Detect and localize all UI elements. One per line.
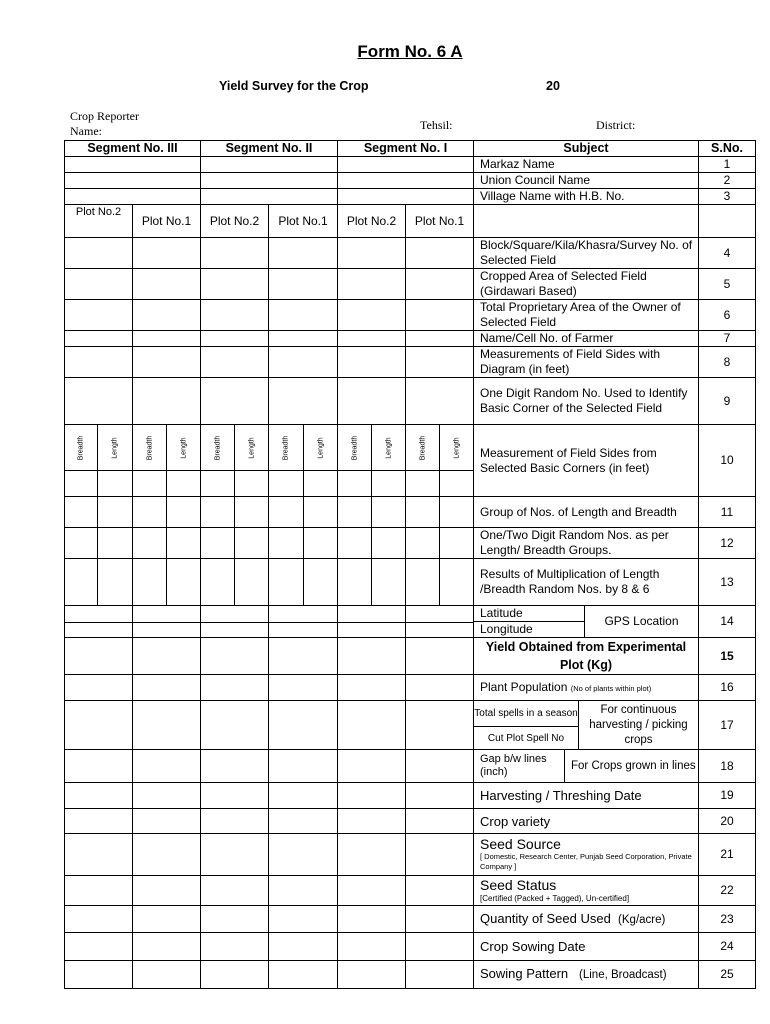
input-cell[interactable] [133,961,201,989]
breadth-label: Breadth [133,425,167,471]
input-cell[interactable] [98,471,133,497]
input-cell[interactable] [269,559,304,606]
input-cell[interactable] [201,559,235,606]
input-cell[interactable] [133,559,167,606]
input-cell[interactable] [269,701,338,750]
input-cell[interactable] [98,528,133,559]
input-cell[interactable] [269,378,338,425]
input-cell[interactable] [406,269,474,300]
input-cell[interactable] [269,834,338,876]
input-cell[interactable] [133,933,201,961]
input-cell[interactable] [201,189,338,205]
input-cell[interactable] [133,471,167,497]
crop-reporter-label: Crop Reporter [70,109,139,123]
input-cell[interactable] [133,783,201,809]
seed-status-label: Seed Status [480,876,557,893]
input-cell[interactable] [65,701,133,750]
input-cell[interactable] [133,331,201,347]
input-cell[interactable] [338,331,406,347]
sno: 6 [699,300,756,331]
input-cell[interactable] [269,331,338,347]
sno: 16 [699,675,756,701]
input-cell[interactable] [133,809,201,834]
input-cell[interactable] [133,638,201,675]
input-cell[interactable] [133,834,201,876]
input-cell[interactable] [338,933,406,961]
name-label: Name: [70,124,102,138]
input-cell[interactable] [167,471,201,497]
input-cell[interactable] [65,173,201,189]
input-cell[interactable] [201,269,269,300]
input-cell[interactable] [440,497,474,528]
subject-yield: Yield Obtained from Experimental Plot (Kg) [474,638,699,675]
input-cell[interactable] [167,559,201,606]
input-cell[interactable] [338,497,372,528]
input-cell[interactable] [65,300,133,331]
input-cell[interactable] [269,622,338,637]
input-cell[interactable] [201,471,235,497]
input-cell[interactable] [338,809,406,834]
input-cell[interactable] [65,497,98,528]
input-cell[interactable] [201,961,269,989]
input-cell[interactable] [65,331,133,347]
input-cell[interactable] [338,173,474,189]
input-cell[interactable] [201,528,235,559]
input-cell[interactable] [269,961,338,989]
plot-1-seg3: Plot No.1 [133,205,201,238]
input-cell[interactable] [338,834,406,876]
subject-field-sides: Measurement of Field Sides from Selected Basic Corners (in feet) [474,425,699,497]
district-label: District: [596,118,636,132]
breadth-label: Breadth [338,425,372,471]
input-cell[interactable] [65,269,133,300]
input-cell[interactable] [235,559,269,606]
input-cell[interactable] [338,528,372,559]
subject-proprietary-area: Total Proprietary Area of the Owner of Selected Field [474,300,699,331]
input-cell[interactable] [406,347,474,378]
input-cell[interactable] [133,269,201,300]
length-label: Length [235,425,269,471]
blank-sno [699,205,756,238]
input-cell[interactable] [406,809,474,834]
continuous-harvest-label: For continuous harvesting / picking crops [589,703,688,746]
subject-sowing-pattern: Sowing Pattern (Line, Broadcast) [474,961,699,989]
latitude-label: Latitude [474,606,585,622]
input-cell[interactable] [65,906,133,933]
input-cell[interactable] [269,809,338,834]
sno: 23 [699,906,756,933]
input-cell[interactable] [269,906,338,933]
input-cell[interactable] [406,378,474,425]
input-cell[interactable] [133,606,201,623]
input-cell[interactable] [235,528,269,559]
sno: 25 [699,961,756,989]
input-cell[interactable] [338,347,406,378]
input-cell[interactable] [338,559,372,606]
input-cell[interactable] [65,675,133,701]
input-cell[interactable] [65,638,133,675]
sno: 8 [699,347,756,378]
input-cell[interactable] [406,497,440,528]
seed-quantity-note: (Kg/acre) [618,913,666,926]
input-cell[interactable] [133,750,201,783]
sno: 10 [699,425,756,497]
input-cell[interactable] [406,528,440,559]
sno: 24 [699,933,756,961]
subject-multiplication: Results of Multiplication of Length /Breadth Random Nos. by 8 & 6 [474,559,699,606]
input-cell[interactable] [201,876,269,906]
subject-seed-status [474,876,699,906]
subject-block: Block/Square/Kila/Khasra/Survey No. of Selected Field [474,238,699,269]
sowing-pattern-note: (Line, Broadcast) [579,969,667,981]
sno: 3 [699,189,756,205]
input-cell[interactable] [65,622,133,637]
input-cell[interactable] [338,750,406,783]
input-cell[interactable] [133,876,201,906]
input-cell[interactable] [269,675,338,701]
input-cell[interactable] [269,606,338,623]
input-cell[interactable] [65,750,133,783]
input-cell[interactable] [98,497,133,528]
input-cell[interactable] [201,347,269,378]
subject-group-nos: Group of Nos. of Length and Breadth [474,497,699,528]
breadth-label: Breadth [201,425,235,471]
subject-header: Subject [474,141,699,157]
input-cell[interactable] [201,933,269,961]
tehsil-label: Tehsil: [420,118,453,132]
breadth-label: Breadth [269,425,304,471]
sno: 21 [699,834,756,876]
input-cell[interactable] [269,638,338,675]
input-cell[interactable] [65,157,201,173]
input-cell[interactable] [338,701,406,750]
subject-crop-variety: Crop variety [474,809,699,834]
input-cell[interactable] [406,876,474,906]
input-cell[interactable] [133,378,201,425]
input-cell[interactable] [406,622,474,637]
survey-title: Yield Survey for the Crop [219,79,369,93]
input-cell[interactable] [133,622,201,637]
sno: 4 [699,238,756,269]
yield-survey-table [64,140,756,989]
subject-village: Village Name with H.B. No. [474,189,699,205]
sno-header: S.No. [699,141,756,157]
sno: 7 [699,331,756,347]
input-cell[interactable] [65,189,201,205]
input-cell[interactable] [133,238,201,269]
input-cell[interactable] [269,528,304,559]
crops-in-lines-label: For Crops grown in lines [571,760,696,772]
input-cell[interactable] [133,906,201,933]
sno: 1 [699,157,756,173]
plot-2-seg2: Plot No.2 [201,205,269,238]
input-cell[interactable] [133,497,167,528]
input-cell[interactable] [338,238,406,269]
breadth-label: Breadth [65,425,98,471]
input-cell[interactable] [98,559,133,606]
subject-random-nos: One/Two Digit Random Nos. as per Length/ Breadth Groups. [474,528,699,559]
input-cell[interactable] [338,638,406,675]
input-cell[interactable] [269,933,338,961]
input-cell[interactable] [201,622,269,637]
input-cell[interactable] [406,675,474,701]
input-cell[interactable] [65,606,133,623]
gap-cell [474,750,699,783]
sno: 22 [699,876,756,906]
input-cell[interactable] [372,559,406,606]
input-cell[interactable] [338,622,406,637]
input-cell[interactable] [406,933,474,961]
input-cell[interactable] [304,559,338,606]
segment-2-header: Segment No. II [201,141,338,157]
input-cell[interactable] [133,701,201,750]
input-cell[interactable] [269,238,338,269]
input-cell[interactable] [269,300,338,331]
input-cell[interactable] [201,173,338,189]
input-cell[interactable] [65,528,98,559]
input-cell[interactable] [269,750,338,783]
input-cell[interactable] [201,750,269,783]
input-cell[interactable] [406,638,474,675]
subject-seed-source [474,834,699,876]
seed-source-label: Seed Source [480,836,561,852]
sno: 20 [699,809,756,834]
input-cell[interactable] [269,347,338,378]
input-cell[interactable] [201,906,269,933]
plant-population-note: (No of plants within plot) [570,683,652,693]
input-cell[interactable] [269,783,338,809]
input-cell[interactable] [440,559,474,606]
plot-2-seg1: Plot No.2 [338,205,406,238]
input-cell[interactable] [406,331,474,347]
input-cell[interactable] [304,471,338,497]
input-cell[interactable] [338,961,406,989]
input-cell[interactable] [201,809,269,834]
input-cell[interactable] [269,269,338,300]
input-cell[interactable] [338,675,406,701]
sno: 11 [699,497,756,528]
breadth-label: Breadth [406,425,440,471]
length-label: Length [440,425,474,471]
input-cell[interactable] [65,378,133,425]
input-cell[interactable] [406,300,474,331]
input-cell[interactable] [201,238,269,269]
input-cell[interactable] [201,701,269,750]
input-cell[interactable] [201,497,235,528]
input-cell[interactable] [65,238,133,269]
input-cell[interactable] [338,906,406,933]
input-cell[interactable] [65,876,133,906]
input-cell[interactable] [65,471,98,497]
input-cell[interactable] [338,189,474,205]
subject-sowing-date: Crop Sowing Date [474,933,699,961]
input-cell[interactable] [133,675,201,701]
length-label: Length [304,425,338,471]
sno: 12 [699,528,756,559]
input-cell[interactable] [65,347,133,378]
input-cell[interactable] [304,528,338,559]
input-cell[interactable] [269,497,304,528]
plot-1-seg1: Plot No.1 [406,205,474,238]
input-cell[interactable] [372,471,406,497]
input-cell[interactable] [65,961,133,989]
input-cell[interactable] [338,783,406,809]
subject-farmer: Name/Cell No. of Farmer [474,331,699,347]
subject-random-no: One Digit Random No. Used to Identify Basic Corner of the Selected Field [474,378,699,425]
input-cell[interactable] [406,471,440,497]
input-cell[interactable] [406,559,440,606]
subject-union-council: Union Council Name [474,173,699,189]
input-cell[interactable] [65,933,133,961]
gps-cell [474,606,699,638]
subject-seed-quantity: Quantity of Seed Used (Kg/acre) [474,906,699,933]
input-cell[interactable] [65,809,133,834]
seed-status-note: [Certified (Packed + Tagged), Un-certified] [480,893,630,903]
input-cell[interactable] [65,783,133,809]
total-spells-label: Total spells in a season [474,701,579,727]
gps-location-label: GPS Location [604,614,679,628]
input-cell[interactable] [201,834,269,876]
input-cell[interactable] [201,606,269,623]
input-cell[interactable] [201,157,338,173]
sno: 5 [699,269,756,300]
segment-3-header: Segment No. III [65,141,201,157]
input-cell[interactable] [406,783,474,809]
spells-cell [474,701,699,750]
input-cell[interactable] [235,471,269,497]
input-cell[interactable] [167,497,201,528]
input-cell[interactable] [338,269,406,300]
length-label: Length [98,425,133,471]
input-cell[interactable] [406,750,474,783]
input-cell[interactable] [235,497,269,528]
cut-plot-label: Cut Plot Spell No [474,727,579,749]
input-cell[interactable] [406,238,474,269]
input-cell[interactable] [406,606,474,623]
subject-measurements: Measurements of Field Sides with Diagram (in feet) [474,347,699,378]
input-cell[interactable] [201,378,269,425]
input-cell[interactable] [304,497,338,528]
sno: 14 [699,606,756,638]
input-cell[interactable] [440,528,474,559]
subject-cropped-area: Cropped Area of Selected Field (Girdawari Based) [474,269,699,300]
input-cell[interactable] [338,471,372,497]
input-cell[interactable] [65,834,133,876]
subject-harvesting-date: Harvesting / Threshing Date [474,783,699,809]
length-label: Length [167,425,201,471]
input-cell[interactable] [406,906,474,933]
seed-source-note: [ Domestic, Research Center, Punjab Seed Corporation, Private Company ] [480,852,692,871]
input-cell[interactable] [406,961,474,989]
subject-plant-population: Plant Population (No of plants within plot) [474,675,699,701]
input-cell[interactable] [65,559,98,606]
sno: 19 [699,783,756,809]
plot-2-seg3: Plot No.2 [65,205,133,238]
sno: 2 [699,173,756,189]
input-cell[interactable] [133,528,167,559]
input-cell[interactable] [338,876,406,906]
plot-1-seg2: Plot No.1 [269,205,338,238]
form-title: Form No. 6 A [357,42,463,61]
input-cell[interactable] [201,638,269,675]
input-cell[interactable] [133,347,201,378]
input-cell[interactable] [338,300,406,331]
sno: 15 [699,638,756,675]
longitude-label: Longitude [474,622,585,638]
input-cell[interactable] [201,300,269,331]
length-label: Length [372,425,406,471]
input-cell[interactable] [269,471,304,497]
input-cell[interactable] [338,157,474,173]
input-cell[interactable] [269,876,338,906]
input-cell[interactable] [406,701,474,750]
segment-1-header: Segment No. I [338,141,474,157]
input-cell[interactable] [440,471,474,497]
sno: 18 [699,750,756,783]
input-cell[interactable] [372,497,406,528]
survey-year: 20 [546,79,560,93]
input-cell[interactable] [167,528,201,559]
sno: 9 [699,378,756,425]
input-cell[interactable] [201,331,269,347]
input-cell[interactable] [133,300,201,331]
input-cell[interactable] [338,378,406,425]
sno: 17 [699,701,756,750]
blank-subject [474,205,699,238]
input-cell[interactable] [201,783,269,809]
sno: 13 [699,559,756,606]
input-cell[interactable] [338,606,406,623]
subject-markaz: Markaz Name [474,157,699,173]
input-cell[interactable] [201,675,269,701]
input-cell[interactable] [406,834,474,876]
input-cell[interactable] [372,528,406,559]
gap-lines-label: Gap b/w lines (inch) [474,750,565,782]
